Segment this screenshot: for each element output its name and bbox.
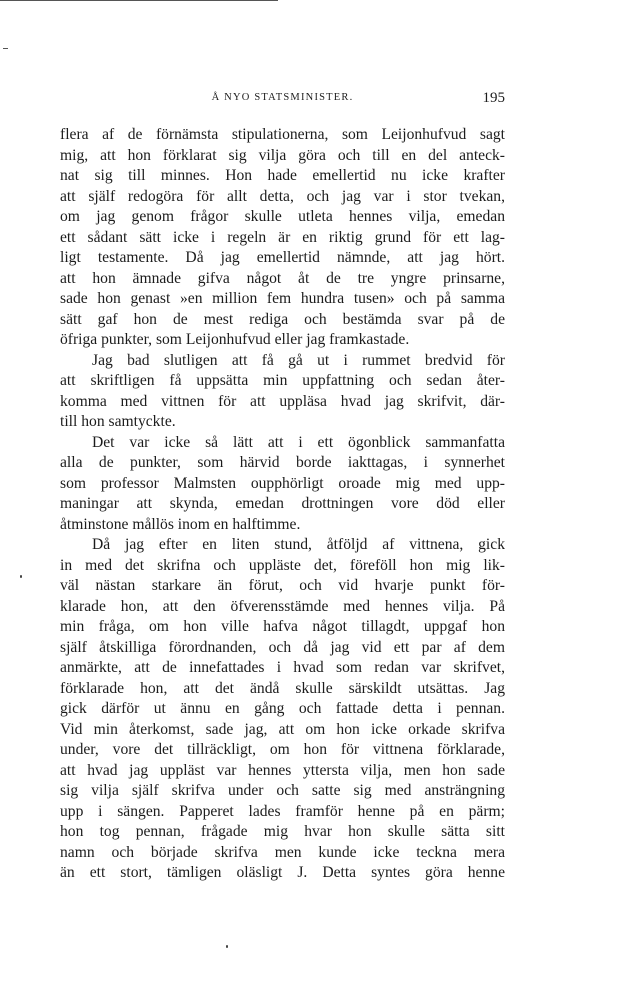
text-line: förklarade hon, att det ändå skulle särskildt utsättas. Jag	[60, 679, 505, 697]
page-header	[60, 88, 505, 108]
text-line: åtminstone mållös inom en halftimme.	[60, 515, 301, 533]
text-line: öfriga punkter, som Leijonhufvud eller jag framkastade.	[60, 331, 410, 348]
text-line: att själf redogöra för allt detta, och jag var i stor tvekan,	[60, 187, 505, 205]
text-line: väl nästan starkare än förut, och vid hvarje punkt för-	[60, 577, 505, 594]
running-title: Å NYO STATSMINISTER.	[211, 92, 354, 103]
bottom-speck	[226, 945, 228, 948]
text-line: som professor Malmsten oupphörligt oroade mig med upp-	[60, 474, 505, 492]
text-line: att hvad jag uppläst var hennes yttersta vilja, men hon sade	[60, 761, 505, 779]
text-line: Då jag efter en liten stund, åtföljd af vittnena, gick	[92, 536, 505, 553]
text-line: själf åtskilliga förordnanden, och då jag vid ett par af dem	[60, 638, 505, 656]
page-number: 195	[482, 90, 505, 106]
text-line: anmärkte, att de innefattades i hvad som redan var skrifvet,	[60, 659, 505, 676]
text-line: nat sig till minnes. Hon hade emellertid nu icke krafter	[60, 167, 505, 184]
text-line: under, vore det tillräckligt, om hon för vittnena förklarade,	[60, 741, 505, 758]
text-line: maningar att skynda, emedan drottningen vore död eller	[60, 495, 505, 512]
text-line: namn och började skrifva men kunde icke teckna mera	[60, 843, 505, 861]
text-line: min fråga, om hon ville hafva något tillagdt, uppgaf hon	[60, 618, 505, 635]
text-line: Det var icke så lätt att i ett ögonblick sammanfatta	[92, 433, 505, 451]
top-edge-line	[0, 0, 278, 1]
text-line: in med det skrifna och uppläste det, föreföll hon mig lik-	[60, 556, 505, 574]
text-line: Vid min återkomst, sade jag, att om hon icke orkade skrifva	[60, 720, 505, 738]
text-line: sig vilja själf skrifva under och satte sig med ansträngning	[60, 782, 505, 799]
text-line: ett sådant sätt icke i regeln är en riktig grund för ett lag-	[60, 228, 505, 246]
text-line: sätt gaf hon de mest rediga och bestämda svar på de	[60, 310, 505, 328]
text-line: gick därför ut ännu en gång och fattade detta i pennan.	[60, 700, 505, 717]
text-line: alla de punkter, som härvid borde iakttagas, i synnerhet	[60, 454, 505, 471]
text-line: Jag bad slutligen att få gå ut i rummet bredvid för	[92, 351, 505, 369]
text-line: flera af de förnämsta stipulationerna, som Leijonhufvud sagt	[60, 126, 505, 143]
text-line: klarade hon, att den öfverensstämde med hennes vilja. På	[60, 597, 505, 615]
text-line: att skriftligen få uppsätta min uppfattning och sedan åter-	[60, 372, 505, 389]
text-line: om jag genom frågor skulle utleta hennes vilja, emedan	[60, 208, 505, 225]
text-line: sade hon genast »en million fem hundra tusen» och på samma	[60, 290, 505, 307]
left-edge-mark	[3, 48, 8, 49]
margin-speck	[20, 575, 22, 578]
text-line: till hon samtyckte.	[60, 413, 176, 430]
text-line: än ett stort, tämligen oläsligt J. Detta syntes göra henne	[60, 864, 505, 881]
text-line: hon tog pennan, frågade mig hvar hon skulle sätta sitt	[60, 823, 505, 840]
text-line: ligt testamente. Då jag emellertid nämnde, att jag hört.	[60, 249, 505, 266]
text-line: att hon ämnade gifva något åt de tre yngre prinsarne,	[60, 269, 505, 287]
body-text	[60, 125, 505, 884]
text-line: komma med vittnen för att uppläsa hvad jag skrifvit, där-	[60, 392, 505, 410]
text-line: upp i sängen. Papperet lades framför henne på en pärm;	[60, 802, 505, 820]
text-line: mig, att hon förklarat sig vilja göra och till en del anteck-	[60, 146, 505, 164]
